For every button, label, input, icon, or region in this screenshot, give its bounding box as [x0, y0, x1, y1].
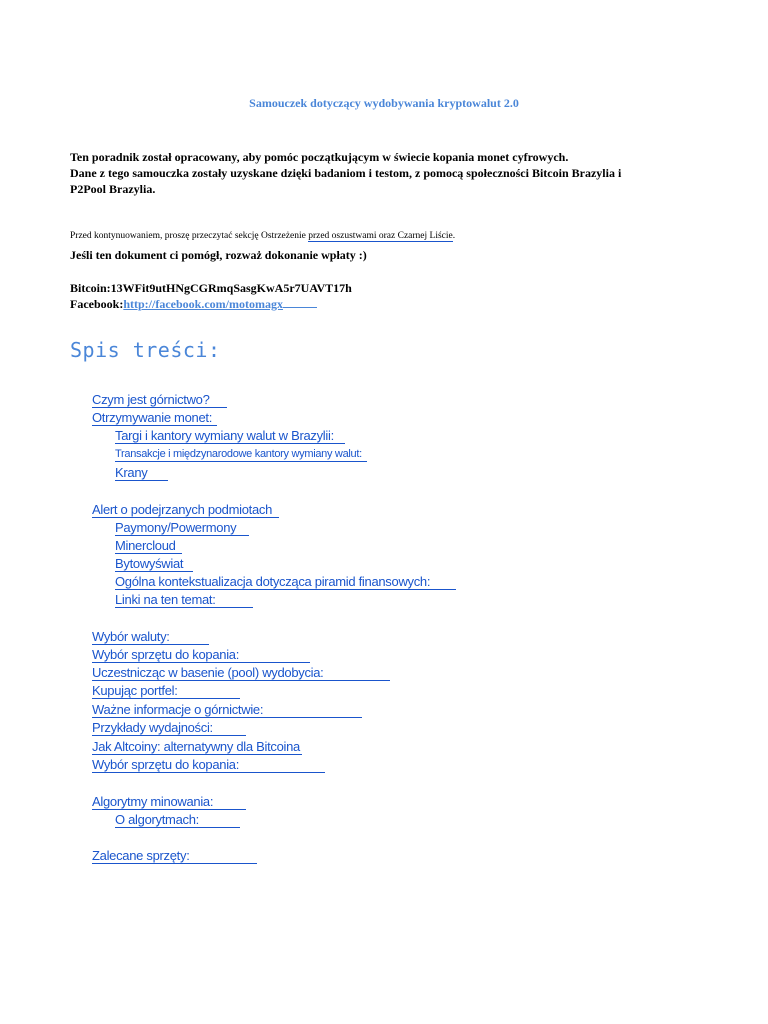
warning-notice: [70, 231, 455, 241]
toc-heading: Spis treści:: [70, 338, 221, 362]
toc-link-label: Linki na ten temat:: [115, 592, 216, 607]
toc-link[interactable]: [92, 758, 325, 773]
toc-link-label: Wybór sprzętu do kopania:: [92, 757, 240, 772]
facebook-line: [70, 296, 352, 312]
bitcoin-line: [70, 280, 352, 296]
toc-link[interactable]: [92, 721, 246, 736]
toc-link-label: Targi i kantory wymiany walut w Brazylii:: [115, 428, 334, 443]
toc-link-label: O algorytmach:: [115, 812, 199, 827]
toc-link-label: Paymony/Powermony: [115, 520, 237, 535]
toc-link[interactable]: [92, 411, 217, 426]
toc-link-label: Wybór sprzętu do kopania:: [92, 647, 240, 662]
toc-link[interactable]: [92, 849, 257, 864]
toc-link-label: Czym jest górnictwo?: [92, 392, 210, 407]
toc-link[interactable]: [92, 795, 246, 810]
toc-link-label: Wybór waluty:: [92, 629, 170, 644]
facebook-link[interactable]: http://facebook.com/motomagx: [123, 297, 283, 311]
toc-link[interactable]: [115, 557, 193, 572]
intro-line: Ten poradnik został opracowany, aby pomóc początkującym w świecie kopania monet cyfrowych.: [70, 150, 569, 164]
donation-details: [70, 280, 352, 312]
warning-period: .: [452, 231, 456, 241]
toc-link[interactable]: [115, 593, 253, 608]
toc-link[interactable]: [115, 521, 249, 536]
toc-link-label: Ważne informacje o górnictwie:: [92, 702, 264, 717]
toc-link-label: Minercloud: [115, 538, 176, 553]
intro-line: P2Pool Brazylia.: [70, 182, 156, 196]
toc-link-label: Jak Altcoiny: alternatywny dla Bitcoina: [92, 739, 300, 754]
toc-link[interactable]: [115, 429, 345, 444]
bitcoin-address: 13WFit9utHNgCGRmqSasgKwA5r7UAVT17h: [110, 281, 352, 295]
warning-link[interactable]: przed oszustwami oraz Czarnej Liście: [308, 231, 453, 241]
toc-link-label: Ogólna kontekstualizacja dotycząca piramid finansowych:: [115, 574, 431, 589]
toc-link-label: Przykłady wydajności:: [92, 720, 213, 735]
toc-link[interactable]: [92, 503, 279, 518]
warning-text: Przed kontynuowaniem, proszę przeczytać sekcję Ostrzeżenie: [70, 231, 309, 241]
toc-link[interactable]: [92, 740, 302, 755]
toc-link[interactable]: [92, 630, 209, 645]
toc-link[interactable]: [92, 666, 390, 681]
toc-link-label: Uczestnicząc w basenie (pool) wydobycia:: [92, 665, 324, 680]
intro-paragraph: [70, 149, 630, 197]
toc-link-label: Algorytmy minowania:: [92, 794, 214, 809]
toc-link[interactable]: [92, 648, 310, 663]
toc-link[interactable]: [115, 539, 182, 554]
facebook-label: Facebook:: [70, 297, 124, 311]
toc-link[interactable]: [115, 466, 168, 481]
toc-link[interactable]: [115, 813, 240, 828]
toc-link-label: Zalecane sprzęty:: [92, 848, 190, 863]
bitcoin-label: Bitcoin:: [70, 281, 111, 295]
intro-line: Dane z tego samouczka zostały uzyskane dzięki badaniom i testom, z pomocą społeczności Bitcoin Brazylia i: [70, 166, 622, 180]
toc-link[interactable]: [92, 684, 240, 699]
toc-link[interactable]: [92, 703, 362, 718]
toc-link[interactable]: [115, 575, 456, 590]
toc-link-label: Transakcje i międzynarodowe kantory wymiany walut:: [115, 448, 362, 460]
toc-link-label: Otrzymywanie monet:: [92, 410, 213, 425]
toc-link-label: Krany: [115, 465, 148, 480]
link-underline-padding: [283, 296, 317, 308]
toc-link[interactable]: [115, 447, 367, 462]
toc-link-label: Bytowyświat: [115, 556, 184, 571]
document-title: Samouczek dotyczący wydobywania kryptowalut 2.0: [249, 96, 519, 110]
toc-link-label: Alert o podejrzanych podmiotach: [92, 502, 273, 517]
toc-link[interactable]: [92, 393, 227, 408]
donation-request: Jeśli ten dokument ci pomógł, rozważ dokonanie wpłaty :): [70, 248, 367, 262]
toc-link-label: Kupując portfel:: [92, 683, 178, 698]
